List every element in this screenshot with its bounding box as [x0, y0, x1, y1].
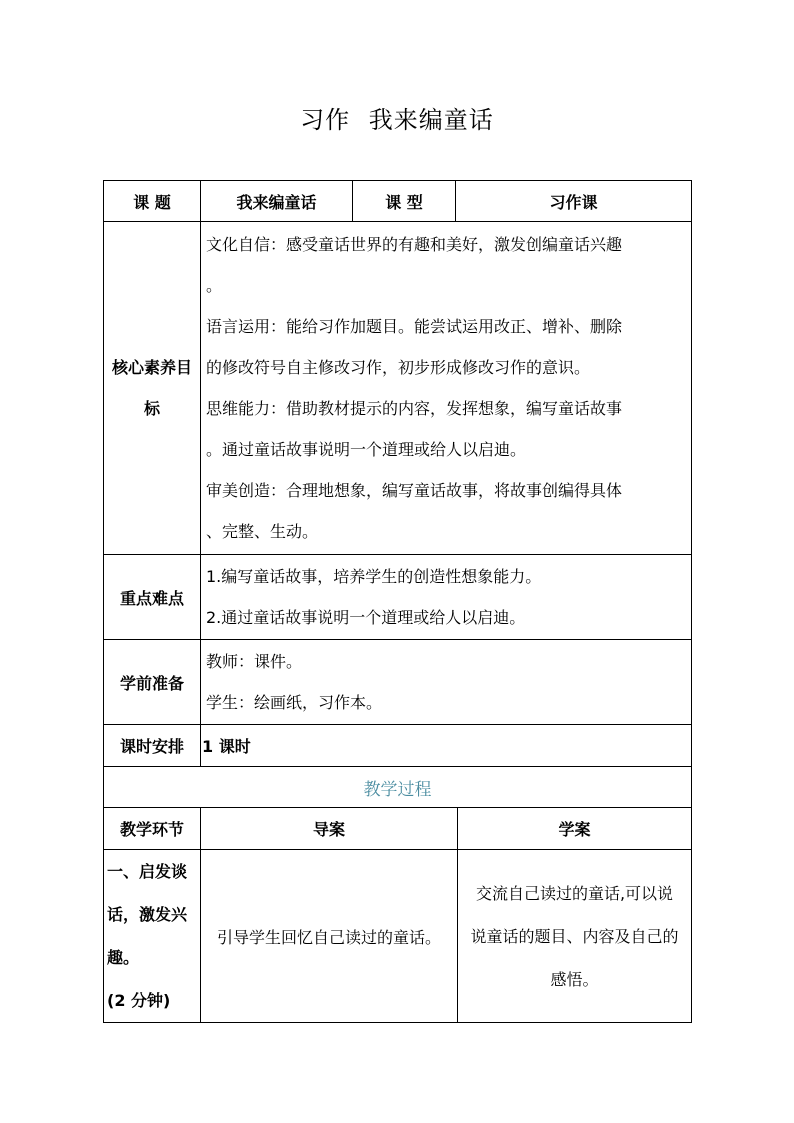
guide-header: 导案	[201, 808, 458, 850]
key-point-line: 2.通过童话故事说明一个道理或给人以启迪。	[206, 608, 526, 627]
goals-row	[104, 222, 692, 555]
goal-line: 语言运用：能给习作加题目。能尝试运用改正、增补、删除	[206, 317, 623, 336]
schedule-value: 1 课时	[201, 725, 692, 767]
topic-row	[104, 181, 692, 222]
step1-name-line: 话，激发兴	[107, 905, 188, 924]
schedule-label: 课时安排	[104, 725, 201, 767]
lesson-type-label: 课 型	[353, 181, 456, 222]
step-header: 教学环节	[104, 808, 201, 850]
document-title: 习作 我来编童话	[300, 106, 494, 134]
goal-line: 。	[206, 276, 223, 295]
goal-line: 、完整、生动。	[206, 522, 319, 541]
process-title: 教学过程	[104, 767, 692, 808]
preparation-line: 教师：课件。	[206, 652, 303, 671]
lesson-type-value: 习作课	[456, 181, 692, 222]
step1-learn-line: 感悟。	[550, 969, 599, 989]
goal-line: 文化自信：感受童话世界的有趣和美好，激发创编童话兴趣	[206, 235, 623, 254]
preparation-row	[104, 640, 692, 725]
schedule-row	[104, 725, 692, 767]
process-header-row	[104, 808, 692, 850]
goals-content	[201, 222, 692, 555]
key-points-row	[104, 555, 692, 640]
key-points-label: 重点难点	[104, 555, 201, 640]
lesson-plan-table	[103, 180, 692, 1023]
step1-name-line: 趣。	[107, 948, 140, 967]
goal-line: 的修改符号自主修改习作，初步形成修改习作的意识。	[206, 358, 591, 377]
goal-line: 思维能力：借助教材提示的内容，发挥想象，编写童话故事	[206, 399, 623, 418]
topic-value: 我来编童话	[201, 181, 353, 222]
step1-name	[104, 850, 201, 1023]
step1-learn	[458, 850, 692, 1023]
step1-name-line: (2 分钟)	[107, 991, 171, 1010]
step1-learn-line: 交流自己读过的童话,可以说	[475, 883, 674, 903]
key-point-line: 1.编写童话故事，培养学生的创造性想象能力。	[206, 567, 542, 586]
process-title-row	[104, 767, 692, 808]
step1-guide: 引导学生回忆自己读过的童话。	[201, 850, 458, 1023]
preparation-content	[201, 640, 692, 725]
step1-name-line: 一、启发谈	[107, 862, 188, 881]
goals-label	[104, 222, 201, 555]
preparation-label: 学前准备	[104, 640, 201, 725]
goal-line: 审美创造：合理地想象，编写童话故事，将故事创编得具体	[206, 481, 623, 500]
step1-row	[104, 850, 692, 1023]
goal-line: 。通过童话故事说明一个道理或给人以启迪。	[206, 440, 527, 459]
step1-learn-line: 说童话的题目、内容及自己的	[470, 926, 679, 946]
preparation-line: 学生：绘画纸，习作本。	[206, 693, 383, 712]
key-points-content	[201, 555, 692, 640]
topic-label: 课 题	[104, 181, 201, 222]
learn-header: 学案	[458, 808, 692, 850]
goals-label-text: 核心素养目标	[111, 358, 192, 418]
